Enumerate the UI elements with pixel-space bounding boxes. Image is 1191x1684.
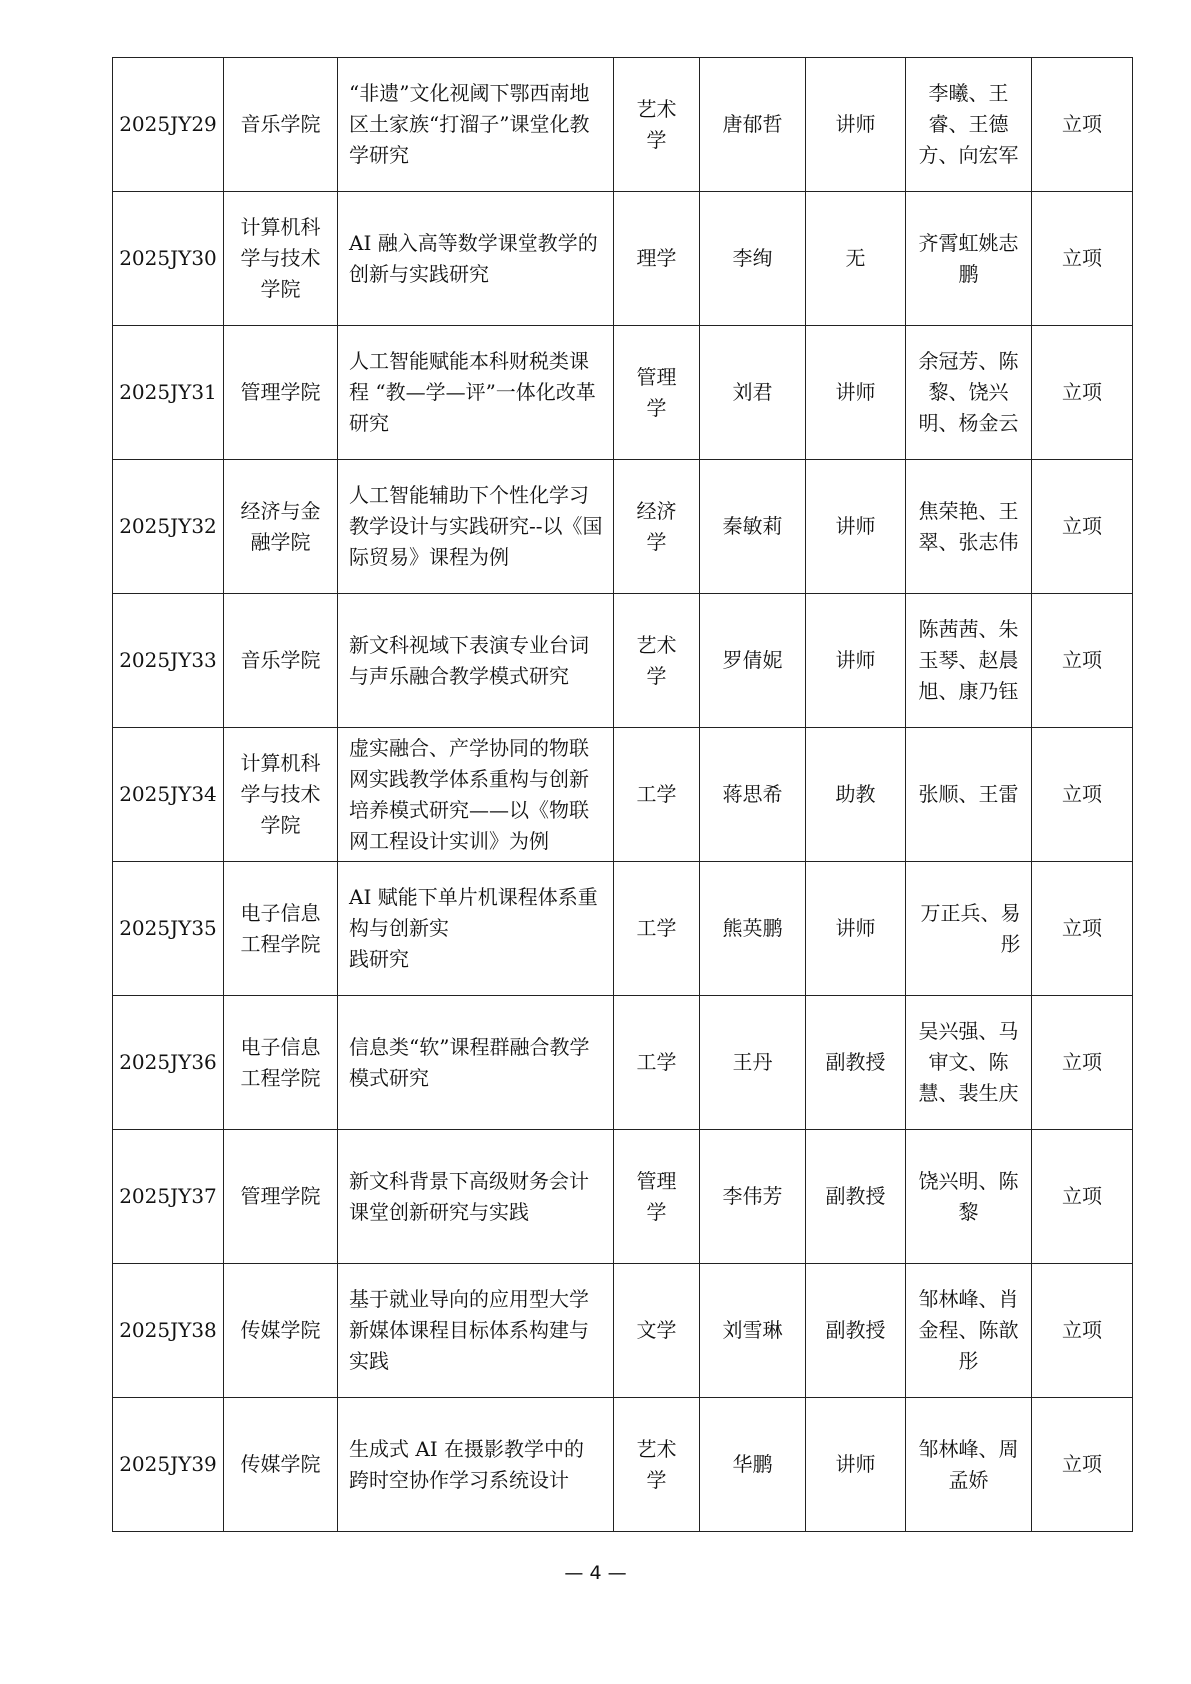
project-title-text: 虚实融合、产学协同的物联网实践教学体系重构与创新培养模式研究——以《物联网工程设计实训》为例 (349, 735, 589, 853)
rank-cell (806, 326, 906, 460)
leader-text: 唐郁哲 (722, 112, 783, 136)
status-text: 立项 (1062, 916, 1102, 940)
status-cell (1032, 192, 1133, 326)
college-text: 电子信息工程学院 (240, 900, 321, 956)
project-code-cell (113, 594, 224, 728)
status-text: 立项 (1062, 1318, 1102, 1342)
leader-cell (700, 1398, 806, 1532)
college-text: 传媒学院 (240, 1318, 321, 1342)
project-code-text: 2025JY33 (119, 648, 217, 672)
table-row (113, 1264, 1133, 1398)
project-code-cell (113, 460, 224, 594)
project-code-cell (113, 1130, 224, 1264)
college-cell (224, 192, 338, 326)
leader-text: 李伟芳 (722, 1184, 783, 1208)
status-text: 立项 (1062, 1184, 1102, 1208)
discipline-cell (614, 58, 700, 192)
rank-text: 讲师 (835, 1452, 876, 1476)
college-cell (224, 58, 338, 192)
table-row (113, 594, 1133, 728)
rank-cell (806, 728, 906, 862)
project-title-cell (338, 1264, 614, 1398)
college-cell (224, 594, 338, 728)
leader-text: 刘君 (732, 380, 773, 404)
project-title-text: 信息类“软”课程群融合教学模式研究 (349, 1034, 590, 1090)
status-text: 立项 (1062, 112, 1102, 136)
table-row (113, 728, 1133, 862)
project-title-cell (338, 728, 614, 862)
table-row (113, 58, 1133, 192)
discipline-cell (614, 1130, 700, 1264)
members-text: 焦荣艳、王翠、张志伟 (918, 498, 1019, 554)
project-code-text: 2025JY32 (119, 514, 217, 538)
members-text: 吴兴强、马审文、陈慧、裴生庆 (918, 1019, 1019, 1105)
project-title-cell (338, 192, 614, 326)
project-code-cell (113, 1264, 224, 1398)
page-number: — 4 — (564, 1562, 627, 1584)
table-row (113, 996, 1133, 1130)
project-code-cell (113, 1398, 224, 1532)
discipline-text: 艺术学 (636, 632, 677, 688)
discipline-cell (614, 594, 700, 728)
table-row (113, 862, 1133, 996)
discipline-cell (614, 192, 700, 326)
rank-text: 讲师 (835, 380, 876, 404)
project-code-cell (113, 862, 224, 996)
project-title-text: 人工智能辅助下个性化学习教学设计与实践研究--以《国际贸易》课程为例 (349, 483, 603, 569)
project-code-text: 2025JY31 (119, 380, 217, 404)
rank-text: 助教 (835, 782, 876, 806)
rank-cell (806, 460, 906, 594)
status-text: 立项 (1062, 1452, 1102, 1476)
project-title-cell (338, 1398, 614, 1532)
project-title-text: 基于就业导向的应用型大学新媒体课程目标体系构建与实践 (349, 1287, 589, 1373)
rank-text: 讲师 (835, 514, 876, 538)
members-cell (906, 996, 1032, 1130)
discipline-cell (614, 728, 700, 862)
discipline-cell (614, 1264, 700, 1398)
members-text: 万正兵、易彤 (920, 900, 1021, 956)
status-text: 立项 (1062, 246, 1102, 270)
college-cell (224, 728, 338, 862)
members-text: 陈茜茜、朱玉琴、赵晨旭、康乃钰 (918, 617, 1019, 703)
college-text: 音乐学院 (240, 648, 321, 672)
leader-text: 李绚 (732, 246, 773, 270)
members-text: 邹林峰、周孟娇 (918, 1436, 1019, 1492)
rank-cell (806, 192, 906, 326)
rank-cell (806, 594, 906, 728)
project-code-text: 2025JY37 (119, 1184, 217, 1208)
discipline-cell (614, 326, 700, 460)
project-code-text: 2025JY36 (119, 1050, 217, 1074)
status-cell (1032, 1264, 1133, 1398)
projects-table (112, 57, 1133, 1532)
college-text: 电子信息工程学院 (240, 1034, 321, 1090)
project-code-text: 2025JY34 (119, 782, 217, 806)
leader-text: 熊英鹏 (722, 916, 783, 940)
discipline-text: 艺术学 (636, 96, 677, 152)
college-cell (224, 996, 338, 1130)
project-code-cell (113, 996, 224, 1130)
project-code-text: 2025JY35 (119, 916, 217, 940)
rank-text: 讲师 (835, 916, 876, 940)
project-title-text: AI 融入高等数学课堂教学的创新与实践研究 (349, 230, 598, 286)
members-cell (906, 1264, 1032, 1398)
project-title-text: “非遗”文化视阈下鄂西南地区土家族“打溜子”课堂化教学研究 (349, 81, 590, 167)
members-cell (906, 862, 1032, 996)
college-text: 音乐学院 (240, 112, 321, 136)
discipline-text: 管理学 (636, 1168, 677, 1224)
leader-text: 罗倩妮 (722, 648, 783, 672)
members-cell (906, 192, 1032, 326)
leader-cell (700, 1264, 806, 1398)
rank-cell (806, 58, 906, 192)
project-code-text: 2025JY29 (119, 112, 217, 136)
status-cell (1032, 1398, 1133, 1532)
rank-cell (806, 862, 906, 996)
status-text: 立项 (1062, 380, 1102, 404)
project-title-cell (338, 326, 614, 460)
table-row (113, 460, 1133, 594)
leader-text: 刘雪琳 (722, 1318, 783, 1342)
college-cell (224, 460, 338, 594)
rank-cell (806, 996, 906, 1130)
status-cell (1032, 996, 1133, 1130)
status-cell (1032, 460, 1133, 594)
leader-text: 华鹏 (732, 1452, 773, 1476)
project-code-cell (113, 326, 224, 460)
table-row (113, 1130, 1133, 1264)
discipline-cell (614, 996, 700, 1130)
project-title-text: 新文科背景下高级财务会计课堂创新研究与实践 (349, 1168, 589, 1224)
members-text: 饶兴明、陈黎 (918, 1168, 1019, 1224)
project-code-cell (113, 58, 224, 192)
members-cell (906, 728, 1032, 862)
rank-cell (806, 1130, 906, 1264)
project-title-cell (338, 460, 614, 594)
project-title-text: 人工智能赋能本科财税类课程 “教—学—评”一体化改革研究 (349, 349, 596, 435)
project-code-text: 2025JY30 (119, 246, 217, 270)
project-title-cell (338, 1130, 614, 1264)
leader-cell (700, 728, 806, 862)
discipline-text: 工学 (636, 916, 677, 940)
rank-cell (806, 1398, 906, 1532)
college-cell (224, 326, 338, 460)
members-cell (906, 460, 1032, 594)
members-text: 余冠芳、陈黎、饶兴明、杨金云 (918, 349, 1019, 435)
project-title-text: AI 赋能下单片机课程体系重构与创新实 践研究 (349, 885, 598, 971)
members-cell (906, 594, 1032, 728)
project-code-text: 2025JY39 (119, 1452, 217, 1476)
status-text: 立项 (1062, 1050, 1102, 1074)
members-text: 李曦、王睿、王德方、向宏军 (918, 81, 1019, 167)
leader-text: 秦敏莉 (722, 514, 783, 538)
status-cell (1032, 594, 1133, 728)
status-cell (1032, 1130, 1133, 1264)
members-cell (906, 1398, 1032, 1532)
rank-text: 副教授 (825, 1318, 886, 1342)
college-text: 计算机科学与技术学院 (240, 215, 321, 301)
discipline-cell (614, 1398, 700, 1532)
rank-cell (806, 1264, 906, 1398)
status-text: 立项 (1062, 648, 1102, 672)
members-text: 齐霄虹姚志鹏 (918, 230, 1019, 286)
college-text: 管理学院 (240, 1184, 321, 1208)
status-cell (1032, 58, 1133, 192)
college-text: 传媒学院 (240, 1452, 321, 1476)
leader-cell (700, 862, 806, 996)
status-text: 立项 (1062, 514, 1102, 538)
discipline-cell (614, 862, 700, 996)
members-text: 张顺、王雷 (918, 782, 1019, 806)
project-code-cell (113, 728, 224, 862)
rank-text: 副教授 (825, 1184, 886, 1208)
discipline-cell (614, 460, 700, 594)
leader-cell (700, 192, 806, 326)
members-cell (906, 58, 1032, 192)
discipline-text: 工学 (636, 782, 677, 806)
discipline-text: 艺术学 (636, 1436, 677, 1492)
leader-text: 蒋思希 (722, 782, 783, 806)
college-text: 经济与金融学院 (240, 498, 321, 554)
table-row (113, 326, 1133, 460)
college-text: 管理学院 (240, 380, 321, 404)
rank-text: 无 (845, 246, 866, 270)
members-cell (906, 1130, 1032, 1264)
discipline-text: 文学 (636, 1318, 677, 1342)
college-cell (224, 1264, 338, 1398)
discipline-text: 理学 (636, 246, 677, 270)
status-text: 立项 (1062, 782, 1102, 806)
leader-cell (700, 58, 806, 192)
college-text: 计算机科学与技术学院 (240, 751, 321, 837)
discipline-text: 管理学 (636, 364, 677, 420)
project-title-text: 生成式 AI 在摄影教学中的跨时空协作学习系统设计 (349, 1436, 585, 1492)
project-title-cell (338, 862, 614, 996)
project-code-cell (113, 192, 224, 326)
rank-text: 讲师 (835, 648, 876, 672)
status-cell (1032, 862, 1133, 996)
leader-cell (700, 460, 806, 594)
table-row (113, 192, 1133, 326)
table-body (113, 58, 1133, 1532)
leader-cell (700, 996, 806, 1130)
college-cell (224, 862, 338, 996)
project-code-text: 2025JY38 (119, 1318, 217, 1342)
project-title-cell (338, 996, 614, 1130)
college-cell (224, 1130, 338, 1264)
leader-cell (700, 594, 806, 728)
leader-cell (700, 326, 806, 460)
discipline-text: 经济学 (636, 498, 677, 554)
table-row (113, 1398, 1133, 1532)
college-cell (224, 1398, 338, 1532)
members-cell (906, 326, 1032, 460)
members-text: 邹林峰、肖金程、陈歆彤 (918, 1287, 1019, 1373)
status-cell (1032, 728, 1133, 862)
rank-text: 副教授 (825, 1050, 886, 1074)
status-cell (1032, 326, 1133, 460)
project-title-text: 新文科视域下表演专业台词与声乐融合教学模式研究 (349, 632, 589, 688)
project-title-cell (338, 594, 614, 728)
discipline-text: 工学 (636, 1050, 677, 1074)
leader-text: 王丹 (732, 1050, 773, 1074)
project-title-cell (338, 58, 614, 192)
leader-cell (700, 1130, 806, 1264)
rank-text: 讲师 (835, 112, 876, 136)
